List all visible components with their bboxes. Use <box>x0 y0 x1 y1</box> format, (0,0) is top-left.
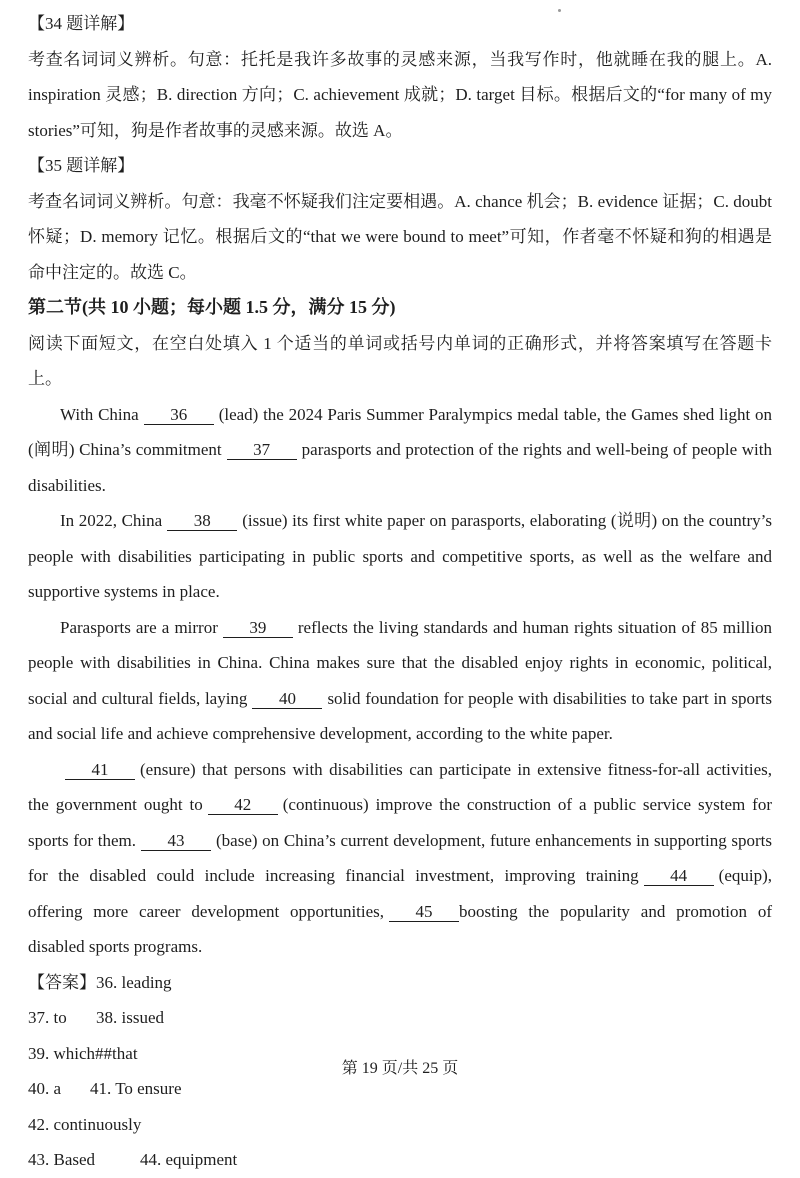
page-footer: 第 19 页/共 25 页 <box>341 1060 459 1077</box>
cloze-paragraph-2 <box>28 503 772 610</box>
answer-38: 38. issued <box>96 1008 164 1027</box>
cloze-text: reflects the living standards and human rights situation of 85 million people with disabilities in China. China makes sure that the disabled enjoy rights in economic, political, social and cultural fields, laying <box>28 617 772 708</box>
answer-36: 36. leading <box>96 972 172 992</box>
answer-39: 39. which##that <box>28 1043 138 1063</box>
answer-44: 44. equipment <box>140 1150 238 1169</box>
explanation-34-body: 考查名词词义辨析。句意：托托是我许多故事的灵感来源，当我写作时，他就睡在我的腿上。A. inspiration 灵感；B. direction 方向；C. achievement 成就；D. target 目标。根据后文的“for many of my stories”可知，狗是作者故事的灵感来源。故选 A。 <box>28 49 772 140</box>
blank-36: 36 <box>144 405 214 425</box>
answers-line-1 <box>28 965 772 1001</box>
cloze-text: With China <box>60 404 139 424</box>
cloze-text: Parasports are a mirror <box>60 617 218 637</box>
answers-line-2 <box>28 1000 772 1036</box>
cloze-text: (lead) the 2024 Paris Summer Paralympics medal table, the Games shed light on (阐明) China’s commitment <box>28 404 772 459</box>
cloze-paragraph-3 <box>28 610 772 752</box>
answer-41: 41. To ensure <box>90 1079 182 1098</box>
section2-heading: 第二节(共 10 小题；每小题 1.5 分，满分 15 分) <box>28 297 396 317</box>
cloze-paragraph-1 <box>28 397 772 504</box>
blank-37: 37 <box>227 440 297 460</box>
answer-42: 42. continuously <box>28 1114 142 1134</box>
blank-45: 45 <box>389 902 459 922</box>
explanation-35-title: 【35 题详解】 <box>28 156 135 175</box>
blank-42: 42 <box>208 795 278 815</box>
answers-line-5 <box>28 1107 772 1143</box>
cloze-text: In 2022, China <box>60 511 163 530</box>
blank-39: 39 <box>223 618 293 638</box>
cloze-paragraph-4 <box>28 752 772 965</box>
cloze-text: (continuous) improve the construction of a public service system for sports for them. <box>28 795 772 850</box>
cloze-text: (equip), offering more career development opportunities, <box>28 866 772 921</box>
answer-43: 43. Based <box>28 1150 96 1169</box>
cloze-text: (issue) its first white paper on parasports, elaborating (说明) on the country’s people with disabilities participating in public sports and competitive sports, as well as the welfare and supportive systems in place. <box>28 511 773 601</box>
answers-line-6 <box>28 1142 772 1178</box>
answers-label: 【答案】 <box>28 972 96 992</box>
blank-43: 43 <box>141 831 211 851</box>
answer-37: 37. to <box>28 1008 67 1027</box>
answer-40: 40. a <box>28 1079 62 1098</box>
cloze-text: (base) on China’s current development, future enhancements in supporting sports for the disabled could include increasing financial investment, improving training <box>28 830 773 885</box>
blank-40: 40 <box>252 689 322 709</box>
blank-41: 41 <box>65 760 135 780</box>
cloze-text: parasports and protection of the rights and well-being of people with disabilities. <box>28 440 772 495</box>
cloze-text: solid foundation for people with disabilities to take part in sports and social life and achieve comprehensive development, according to the white paper. <box>28 688 772 743</box>
explanation-34-title: 【34 题详解】 <box>28 14 135 33</box>
cloze-text: (ensure) that persons with disabilities can participate in extensive fitness-for-all activities, the government ought to <box>28 759 772 814</box>
section2-instructions: 阅读下面短文，在空白处填入 1 个适当的单词或括号内单词的正确形式，并将答案填写在答题卡上。 <box>28 333 772 388</box>
blank-38: 38 <box>167 511 237 531</box>
cloze-text: boosting the popularity and promotion of disabled sports programs. <box>28 901 772 956</box>
blank-44: 44 <box>644 866 714 886</box>
explanation-35-body: 考查名词词义辨析。句意：我毫不怀疑我们注定要相遇。A. chance 机会；B. evidence 证据；C. doubt 怀疑；D. memory 记忆。根据后文的“that we were bound to meet”可知，作者毫不怀疑和狗的相遇是命中注定的。故选 C。 <box>28 191 772 282</box>
